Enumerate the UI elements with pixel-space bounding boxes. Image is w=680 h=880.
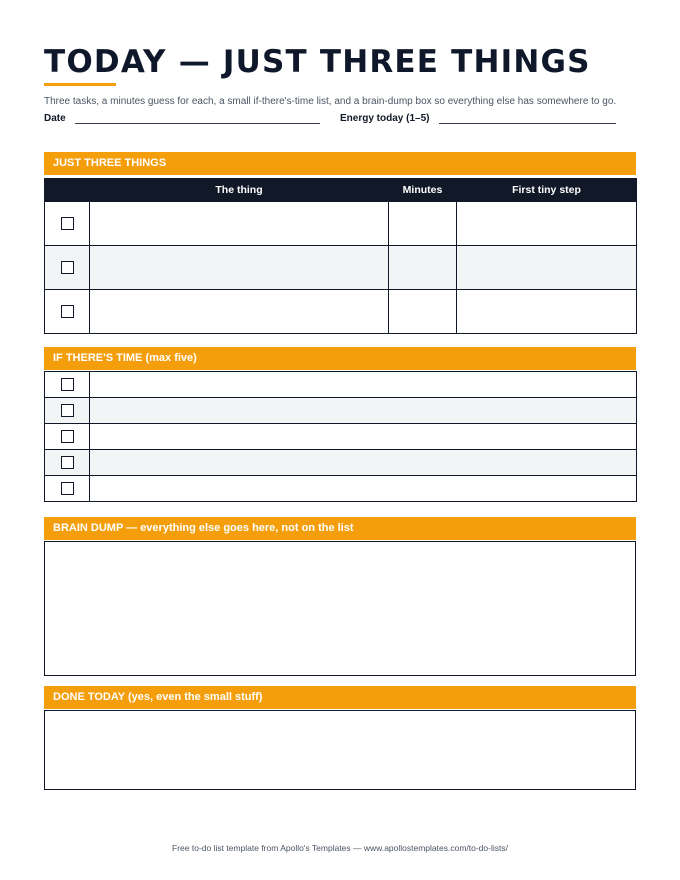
- check-cell: [45, 398, 90, 424]
- column-header-minutes: Minutes: [389, 179, 457, 202]
- page-title: TODAY — JUST THREE THINGS: [44, 44, 591, 80]
- column-header-check: [45, 179, 90, 202]
- energy-line[interactable]: [439, 123, 616, 124]
- date-line[interactable]: [75, 123, 320, 124]
- list-item: [45, 476, 637, 502]
- check-cell: [45, 372, 90, 398]
- minutes-cell[interactable]: [389, 290, 457, 334]
- column-header-thing: The thing: [90, 179, 389, 202]
- checkbox[interactable]: [61, 261, 74, 274]
- column-header-first-step: First tiny step: [457, 179, 637, 202]
- checkbox[interactable]: [61, 305, 74, 318]
- task-cell[interactable]: [90, 398, 637, 424]
- list-item: [45, 424, 637, 450]
- checkbox[interactable]: [61, 217, 74, 230]
- checkbox[interactable]: [61, 430, 74, 443]
- checkbox[interactable]: [61, 378, 74, 391]
- list-item: [45, 372, 637, 398]
- check-cell: [45, 246, 90, 290]
- if-time-table: [44, 371, 637, 502]
- minutes-cell[interactable]: [389, 246, 457, 290]
- three-things-table: [44, 178, 637, 334]
- minutes-cell[interactable]: [389, 202, 457, 246]
- section-header-three-things: JUST THREE THINGS: [44, 152, 636, 175]
- first-step-cell[interactable]: [457, 246, 637, 290]
- first-step-cell[interactable]: [457, 202, 637, 246]
- section-header-done-today: DONE TODAY (yes, even the small stuff): [44, 686, 636, 709]
- checkbox[interactable]: [61, 482, 74, 495]
- check-cell: [45, 424, 90, 450]
- brain-dump-box[interactable]: [44, 541, 636, 676]
- thing-cell[interactable]: [90, 246, 389, 290]
- task-cell[interactable]: [90, 424, 637, 450]
- three-things-header-row: [45, 179, 637, 202]
- title-underline: [44, 83, 116, 86]
- table-row: [45, 246, 637, 290]
- footer-credit: Free to-do list template from Apollo's Templates — www.apollostemplates.com/to-do-lists/: [172, 843, 508, 853]
- done-today-box[interactable]: [44, 710, 636, 790]
- check-cell: [45, 450, 90, 476]
- check-cell: [45, 290, 90, 334]
- list-item: [45, 450, 637, 476]
- date-label: Date: [44, 113, 66, 124]
- list-item: [45, 398, 637, 424]
- checkbox[interactable]: [61, 456, 74, 469]
- thing-cell[interactable]: [90, 202, 389, 246]
- table-row: [45, 202, 637, 246]
- section-header-brain-dump: BRAIN DUMP — everything else goes here, not on the list: [44, 517, 636, 540]
- task-cell[interactable]: [90, 450, 637, 476]
- task-cell[interactable]: [90, 476, 637, 502]
- table-row: [45, 290, 637, 334]
- meta-row: [44, 113, 636, 129]
- section-header-if-time: IF THERE'S TIME (max five): [44, 347, 636, 370]
- thing-cell[interactable]: [90, 290, 389, 334]
- first-step-cell[interactable]: [457, 290, 637, 334]
- task-cell[interactable]: [90, 372, 637, 398]
- energy-label: Energy today (1–5): [340, 113, 430, 124]
- checkbox[interactable]: [61, 404, 74, 417]
- check-cell: [45, 476, 90, 502]
- check-cell: [45, 202, 90, 246]
- page-subtitle: Three tasks, a minutes guess for each, a small if-there's-time list, and a brain-dump box so everything else has somewhere to go.: [44, 96, 617, 107]
